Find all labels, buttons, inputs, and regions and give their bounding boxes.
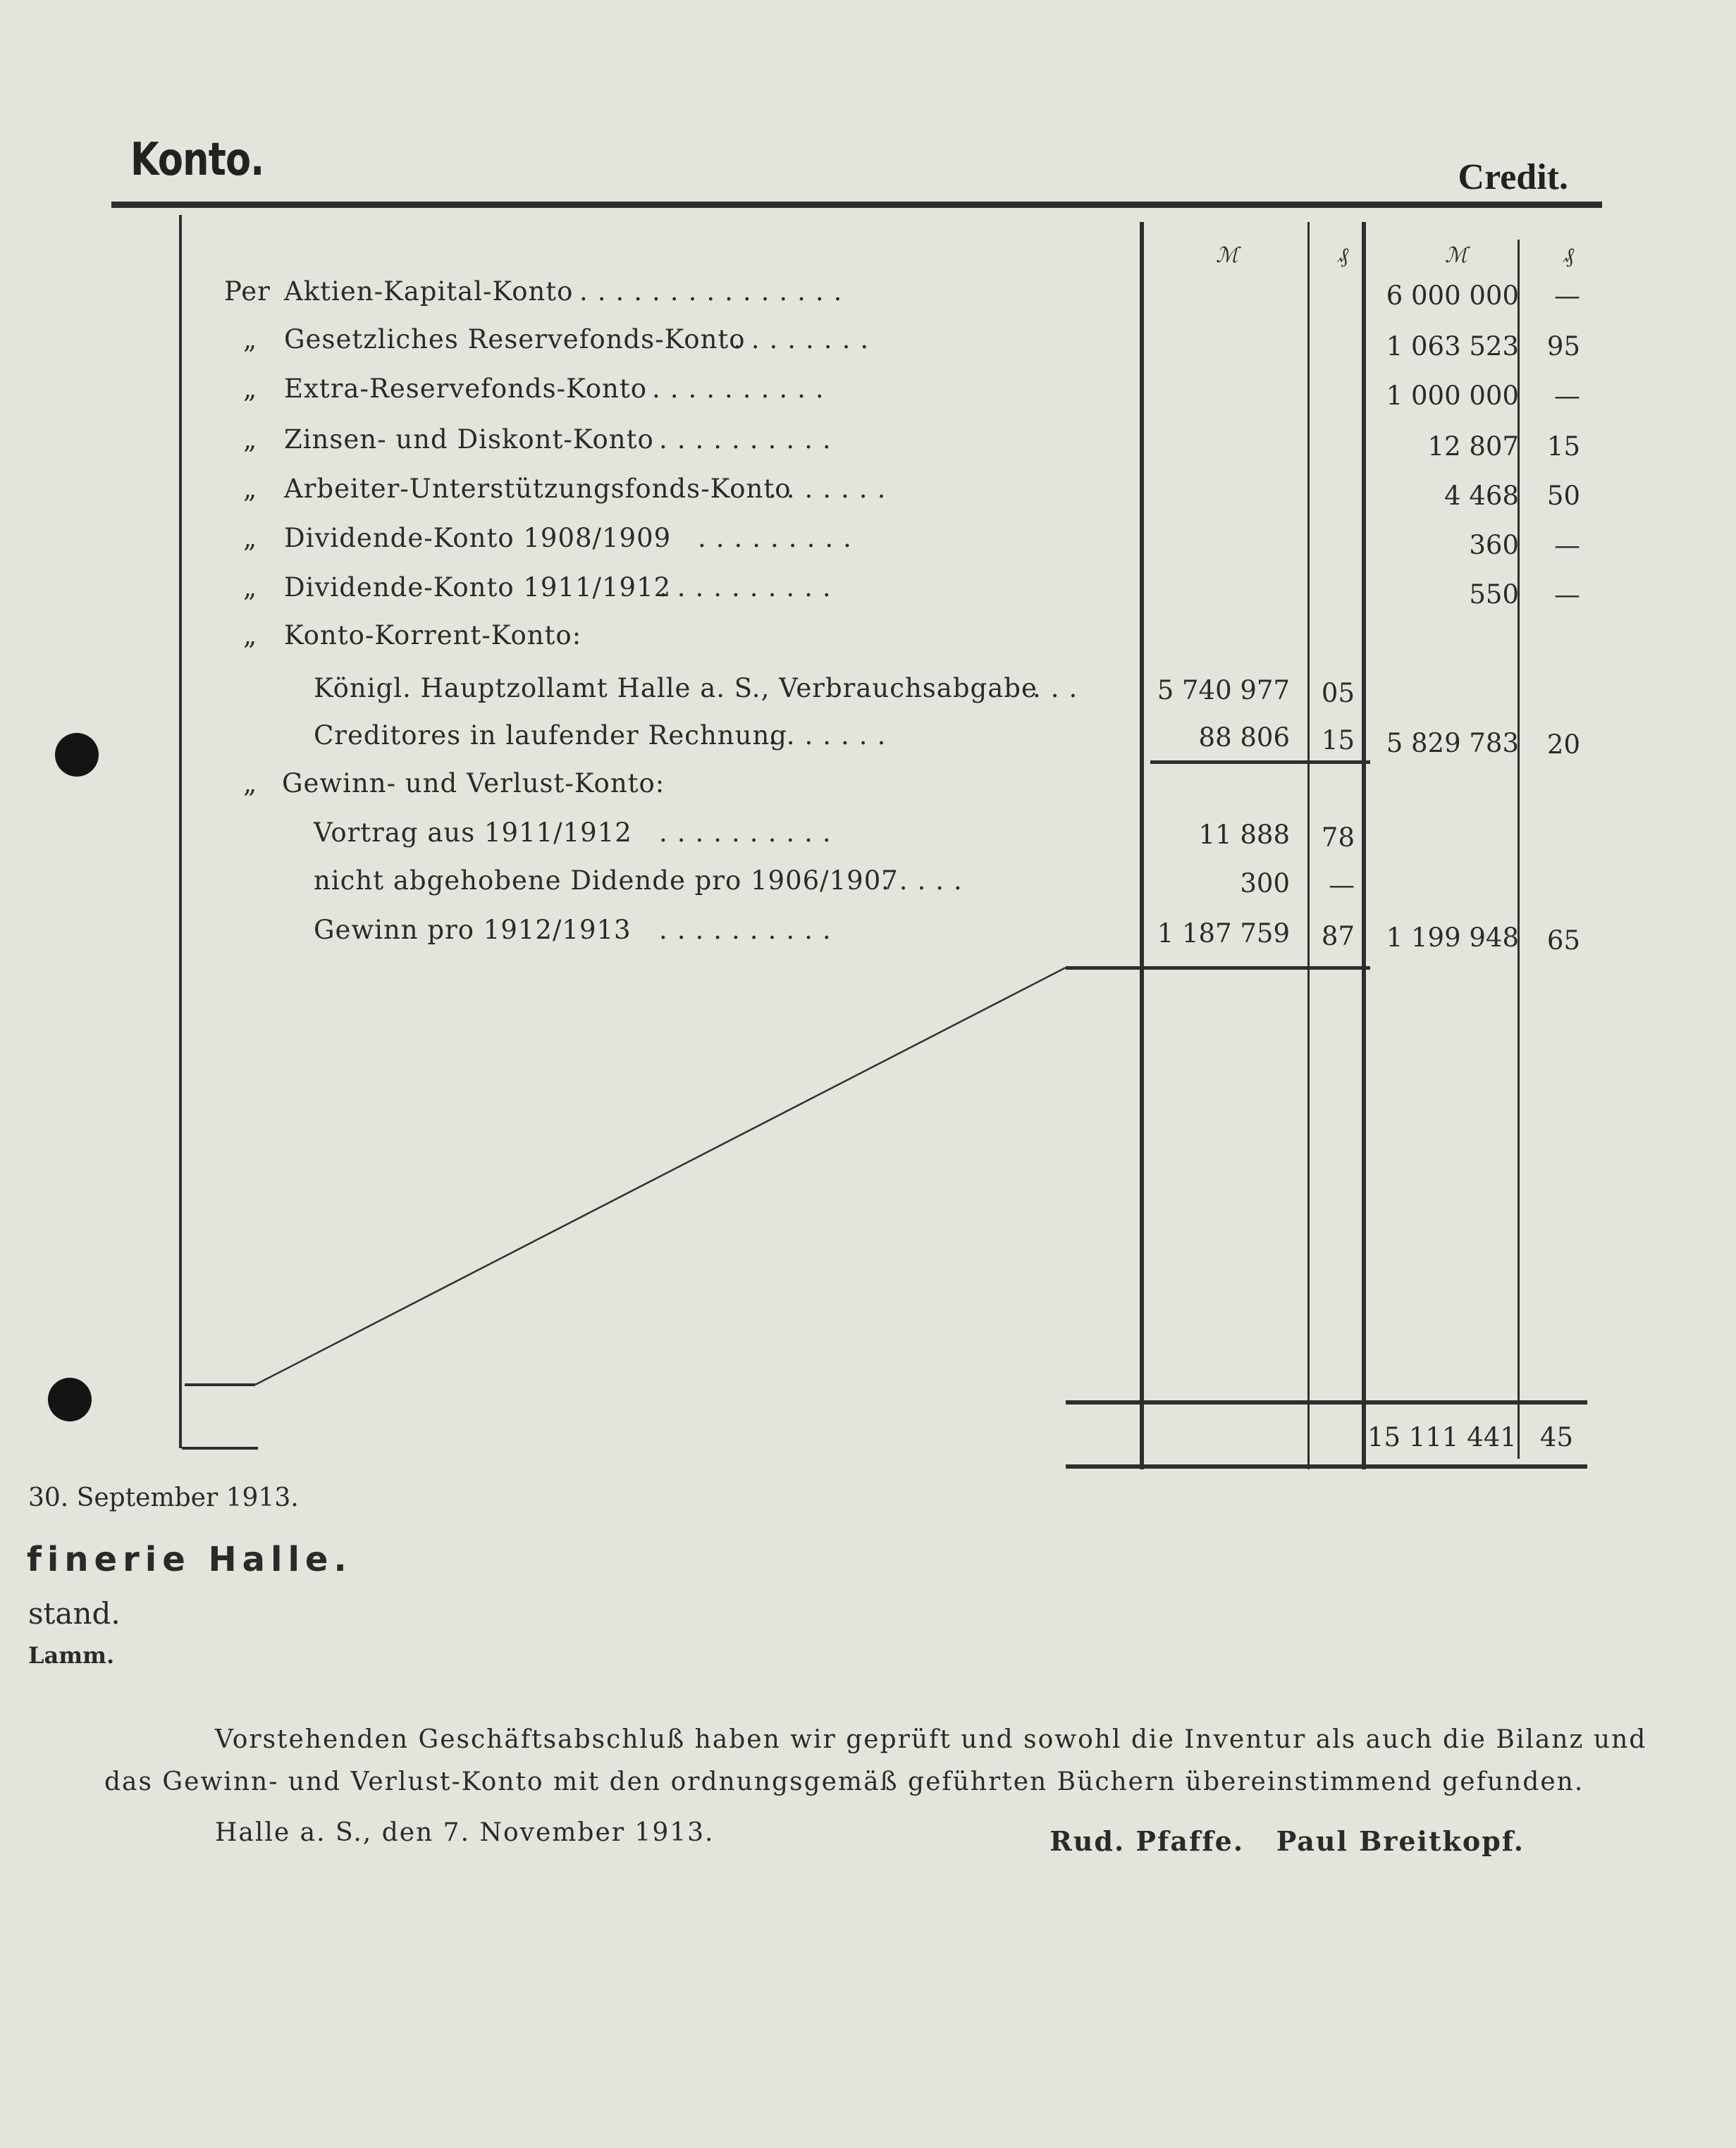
row-prefix: „ [243, 424, 258, 455]
row-label: Arbeiter-Unterstützungsfonds-Konto [284, 474, 792, 504]
inner-mark-value: 1 187 759 [1157, 918, 1290, 949]
outer-pfennig-value: 95 [1546, 331, 1580, 362]
inner-mark-value: 88 806 [1198, 722, 1290, 753]
leader-dots: ..... [881, 865, 972, 896]
audit-statement-line-2: das Gewinn- und Verlust-Konto mit den ordnungsgemäß geführten Büchern übereinstimmend gefunden. [104, 1767, 1584, 1796]
outer-pfennig-value: — [1554, 530, 1580, 560]
row-label: Dividende-Konto 1911/1912 [284, 572, 672, 603]
row-label: Gewinn- und Verlust-Konto: [282, 768, 665, 798]
grand-total-mark: 15 111 441 [1367, 1422, 1517, 1452]
inner-pfennig-value: 05 [1321, 678, 1355, 708]
leader-dots: .......... [659, 915, 841, 945]
outer-pfennig-value: 65 [1546, 925, 1580, 956]
outer-mark-value: 1 063 523 [1386, 331, 1519, 362]
row-label: Extra-Reservefonds-Konto [284, 374, 647, 404]
outer-mark-value: 550 [1469, 579, 1519, 610]
audit-place-date: Halle a. S., den 7. November 1913. [215, 1818, 715, 1847]
inner-pfennig-value: 78 [1321, 822, 1355, 853]
punch-hole-lower [48, 1378, 92, 1421]
row-prefix: „ [243, 620, 258, 650]
row-label: Dividende-Konto 1908/1909 [284, 523, 672, 553]
page-heading-credit: Credit. [1458, 157, 1568, 197]
row-prefix: „ [243, 324, 258, 354]
row-label: Gewinn pro 1912/1913 [314, 915, 632, 945]
outer-mark-currency-symbol: ℳ [1445, 243, 1468, 268]
row-label: Zinsen- und Diskont-Konto [284, 424, 654, 455]
auditor-signatures: Rud. Pfaffe. Paul Breitkopf. [1049, 1825, 1525, 1857]
row-prefix: „ [243, 523, 258, 553]
inner-mark-value: 5 740 977 [1157, 675, 1290, 705]
leader-dots: .......... [659, 424, 841, 455]
outer-pfennig-currency-symbol: ₰ [1563, 243, 1574, 268]
row-label: Vortrag aus 1911/1912 [314, 817, 632, 848]
leader-dots: .......... [652, 374, 834, 404]
leader-dots: ......... [698, 523, 861, 553]
grand-total-pfennig: 45 [1539, 1422, 1573, 1452]
outer-mark-value: 4 468 [1444, 481, 1519, 511]
board-fragment: stand. [28, 1596, 121, 1631]
leader-dots: ....... [768, 720, 896, 751]
row-label: Konto-Korrent-Konto: [284, 620, 582, 650]
outer-pfennig-value: — [1554, 381, 1580, 411]
inner-pfennig-value: 87 [1321, 921, 1355, 951]
outer-pfennig-value: 50 [1546, 481, 1580, 511]
leader-dots: ... [1033, 673, 1088, 703]
row-prefix: „ [243, 768, 258, 798]
outer-mark-value: 5 829 783 [1386, 728, 1519, 758]
row-label: nicht abgehobene Didende pro 1906/1907 [314, 865, 899, 896]
leader-dots: ........ [733, 324, 879, 354]
outer-pfennig-value: — [1554, 280, 1580, 311]
outer-mark-value: 1 000 000 [1386, 381, 1519, 411]
outer-pfennig-value: 20 [1546, 729, 1580, 760]
inner-mark-value: 11 888 [1198, 820, 1290, 850]
outer-mark-value: 6 000 000 [1386, 280, 1519, 311]
leader-dots: ....... [768, 474, 896, 504]
row-prefix: „ [243, 572, 258, 603]
signatory-lamm: Lamm. [28, 1642, 115, 1669]
outer-pfennig-value: — [1554, 579, 1580, 610]
firm-name-fragment: finerie Halle. [27, 1540, 352, 1579]
audit-statement-line-1: Vorstehenden Geschäftsabschluß haben wir geprüft und sowohl die Inventur als auch die Bilanz und [215, 1725, 1647, 1754]
outer-mark-value: 12 807 [1427, 431, 1519, 462]
outer-mark-value: 360 [1469, 530, 1519, 560]
leader-dots: ............... [579, 276, 852, 307]
closing-date: 30. September 1913. [28, 1483, 299, 1512]
row-label: Aktien-Kapital-Konto [284, 276, 574, 307]
punch-hole-upper [55, 733, 99, 777]
row-label: Königl. Hauptzollamt Halle a. S., Verbrauchsabgabe [314, 673, 1038, 703]
leader-dots: .......... [659, 572, 841, 603]
inner-pfennig-value: 15 [1321, 725, 1355, 755]
leader-dots: .......... [659, 817, 841, 848]
row-label: Creditores in laufender Rechnung [314, 720, 787, 751]
row-prefix: „ [243, 474, 258, 504]
row-label: Gesetzliches Reservefonds-Konto [284, 324, 746, 354]
outer-pfennig-value: 15 [1546, 431, 1580, 462]
inner-pfennig-value: — [1329, 870, 1355, 900]
row-prefix: Per [224, 276, 271, 307]
inner-pfennig-currency-symbol: ₰ [1338, 243, 1348, 268]
inner-mark-value: 300 [1240, 868, 1290, 899]
row-prefix: „ [243, 374, 258, 404]
page-heading-konto: Konto. [130, 134, 264, 186]
inner-mark-currency-symbol: ℳ [1216, 243, 1239, 268]
outer-mark-value: 1 199 948 [1386, 922, 1519, 953]
